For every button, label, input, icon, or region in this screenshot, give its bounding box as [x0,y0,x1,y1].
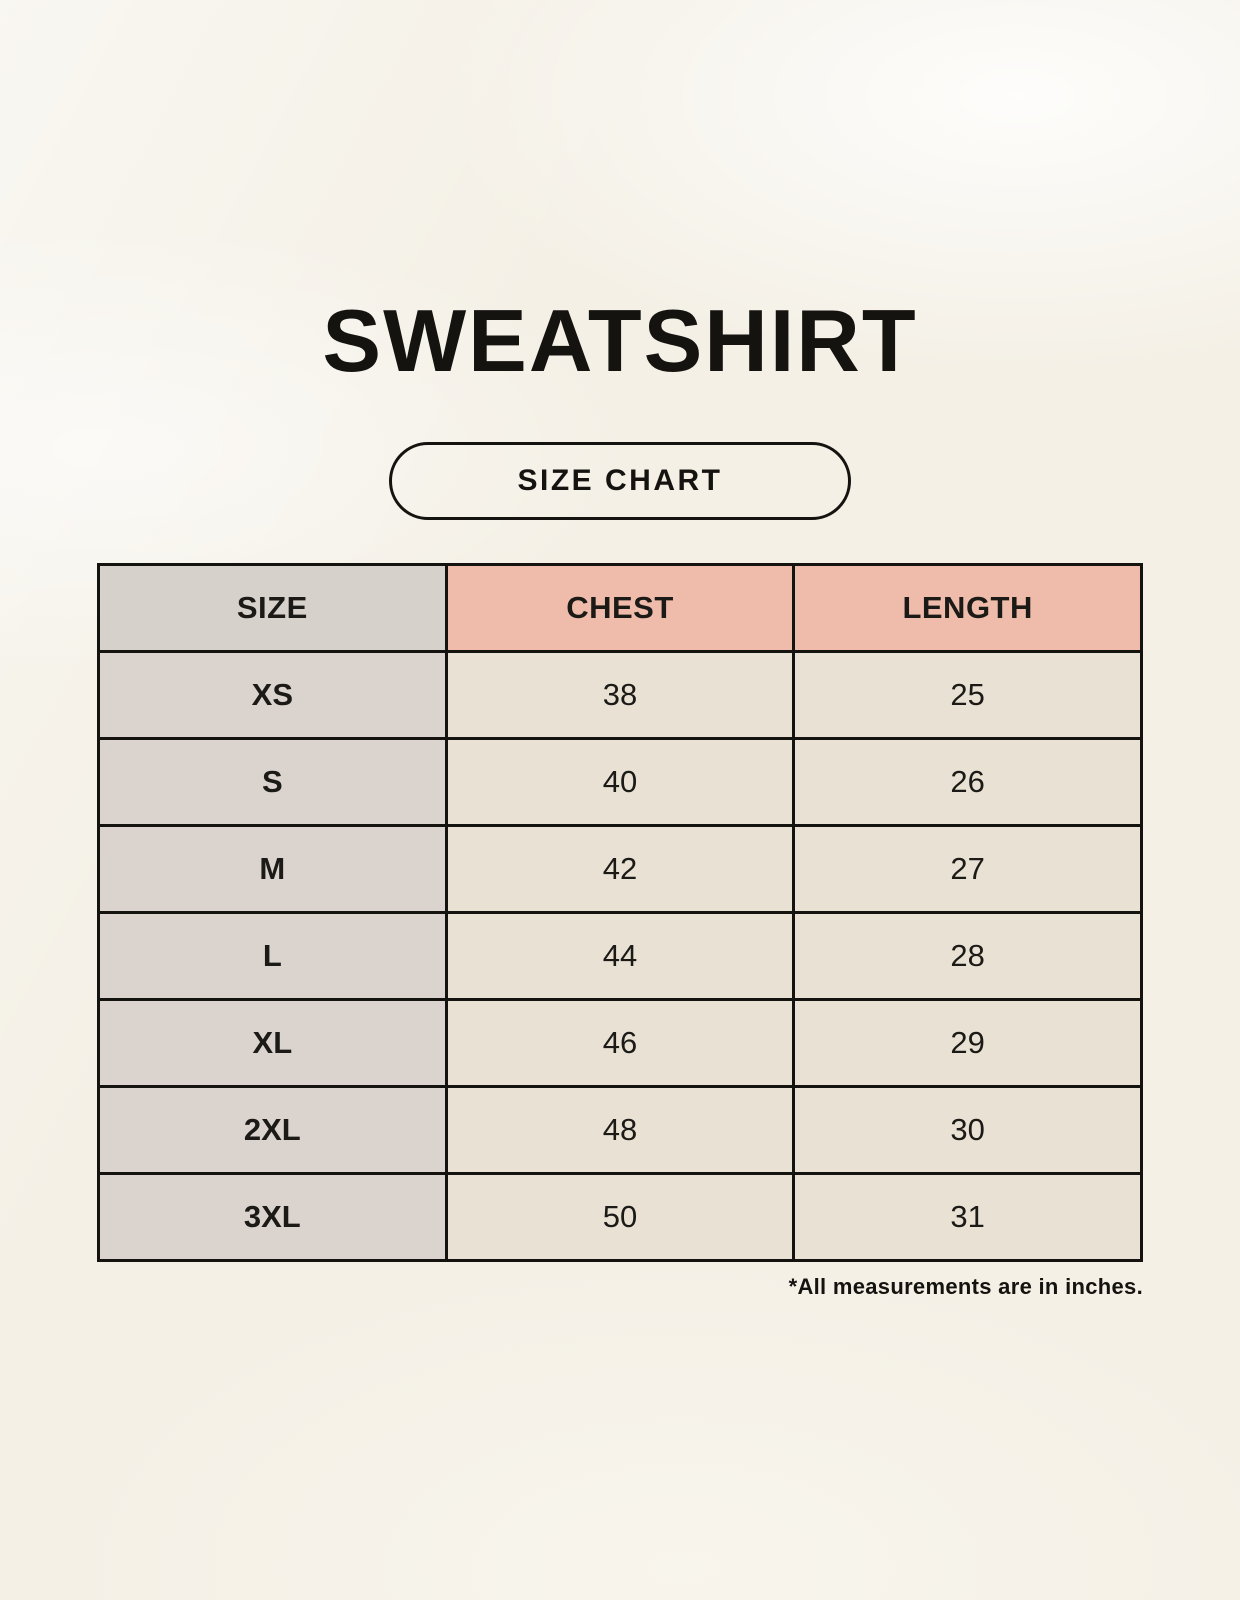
size-label: M [99,826,447,913]
length-value: 30 [794,1087,1142,1174]
length-value: 31 [794,1174,1142,1261]
size-chart-button[interactable] [389,442,851,520]
chest-value: 40 [446,739,794,826]
chest-value: 42 [446,826,794,913]
table-row [99,913,1142,1000]
chest-value: 46 [446,1000,794,1087]
size-label: 3XL [99,1174,447,1261]
size-label: S [99,739,447,826]
size-label: XL [99,1000,447,1087]
column-header-chest: CHEST [446,565,794,652]
size-chart-button-label: SIZE CHART [517,464,723,497]
size-chart-table [97,563,1143,1262]
size-label: XS [99,652,447,739]
chest-value: 50 [446,1174,794,1261]
table-header-row [99,565,1142,652]
chest-value: 48 [446,1087,794,1174]
length-value: 26 [794,739,1142,826]
column-header-size: SIZE [99,565,447,652]
page-title: SWEATSHIRT [322,291,918,390]
length-value: 29 [794,1000,1142,1087]
size-label: 2XL [99,1087,447,1174]
chest-value: 38 [446,652,794,739]
length-value: 28 [794,913,1142,1000]
length-value: 27 [794,826,1142,913]
table-row [99,1087,1142,1174]
size-label: L [99,913,447,1000]
table-row [99,652,1142,739]
table-row [99,1000,1142,1087]
table-row [99,826,1142,913]
table-row [99,1174,1142,1261]
length-value: 25 [794,652,1142,739]
table-row [99,739,1142,826]
measurements-footnote: *All measurements are in inches. [788,1274,1143,1299]
column-header-length: LENGTH [794,565,1142,652]
chest-value: 44 [446,913,794,1000]
